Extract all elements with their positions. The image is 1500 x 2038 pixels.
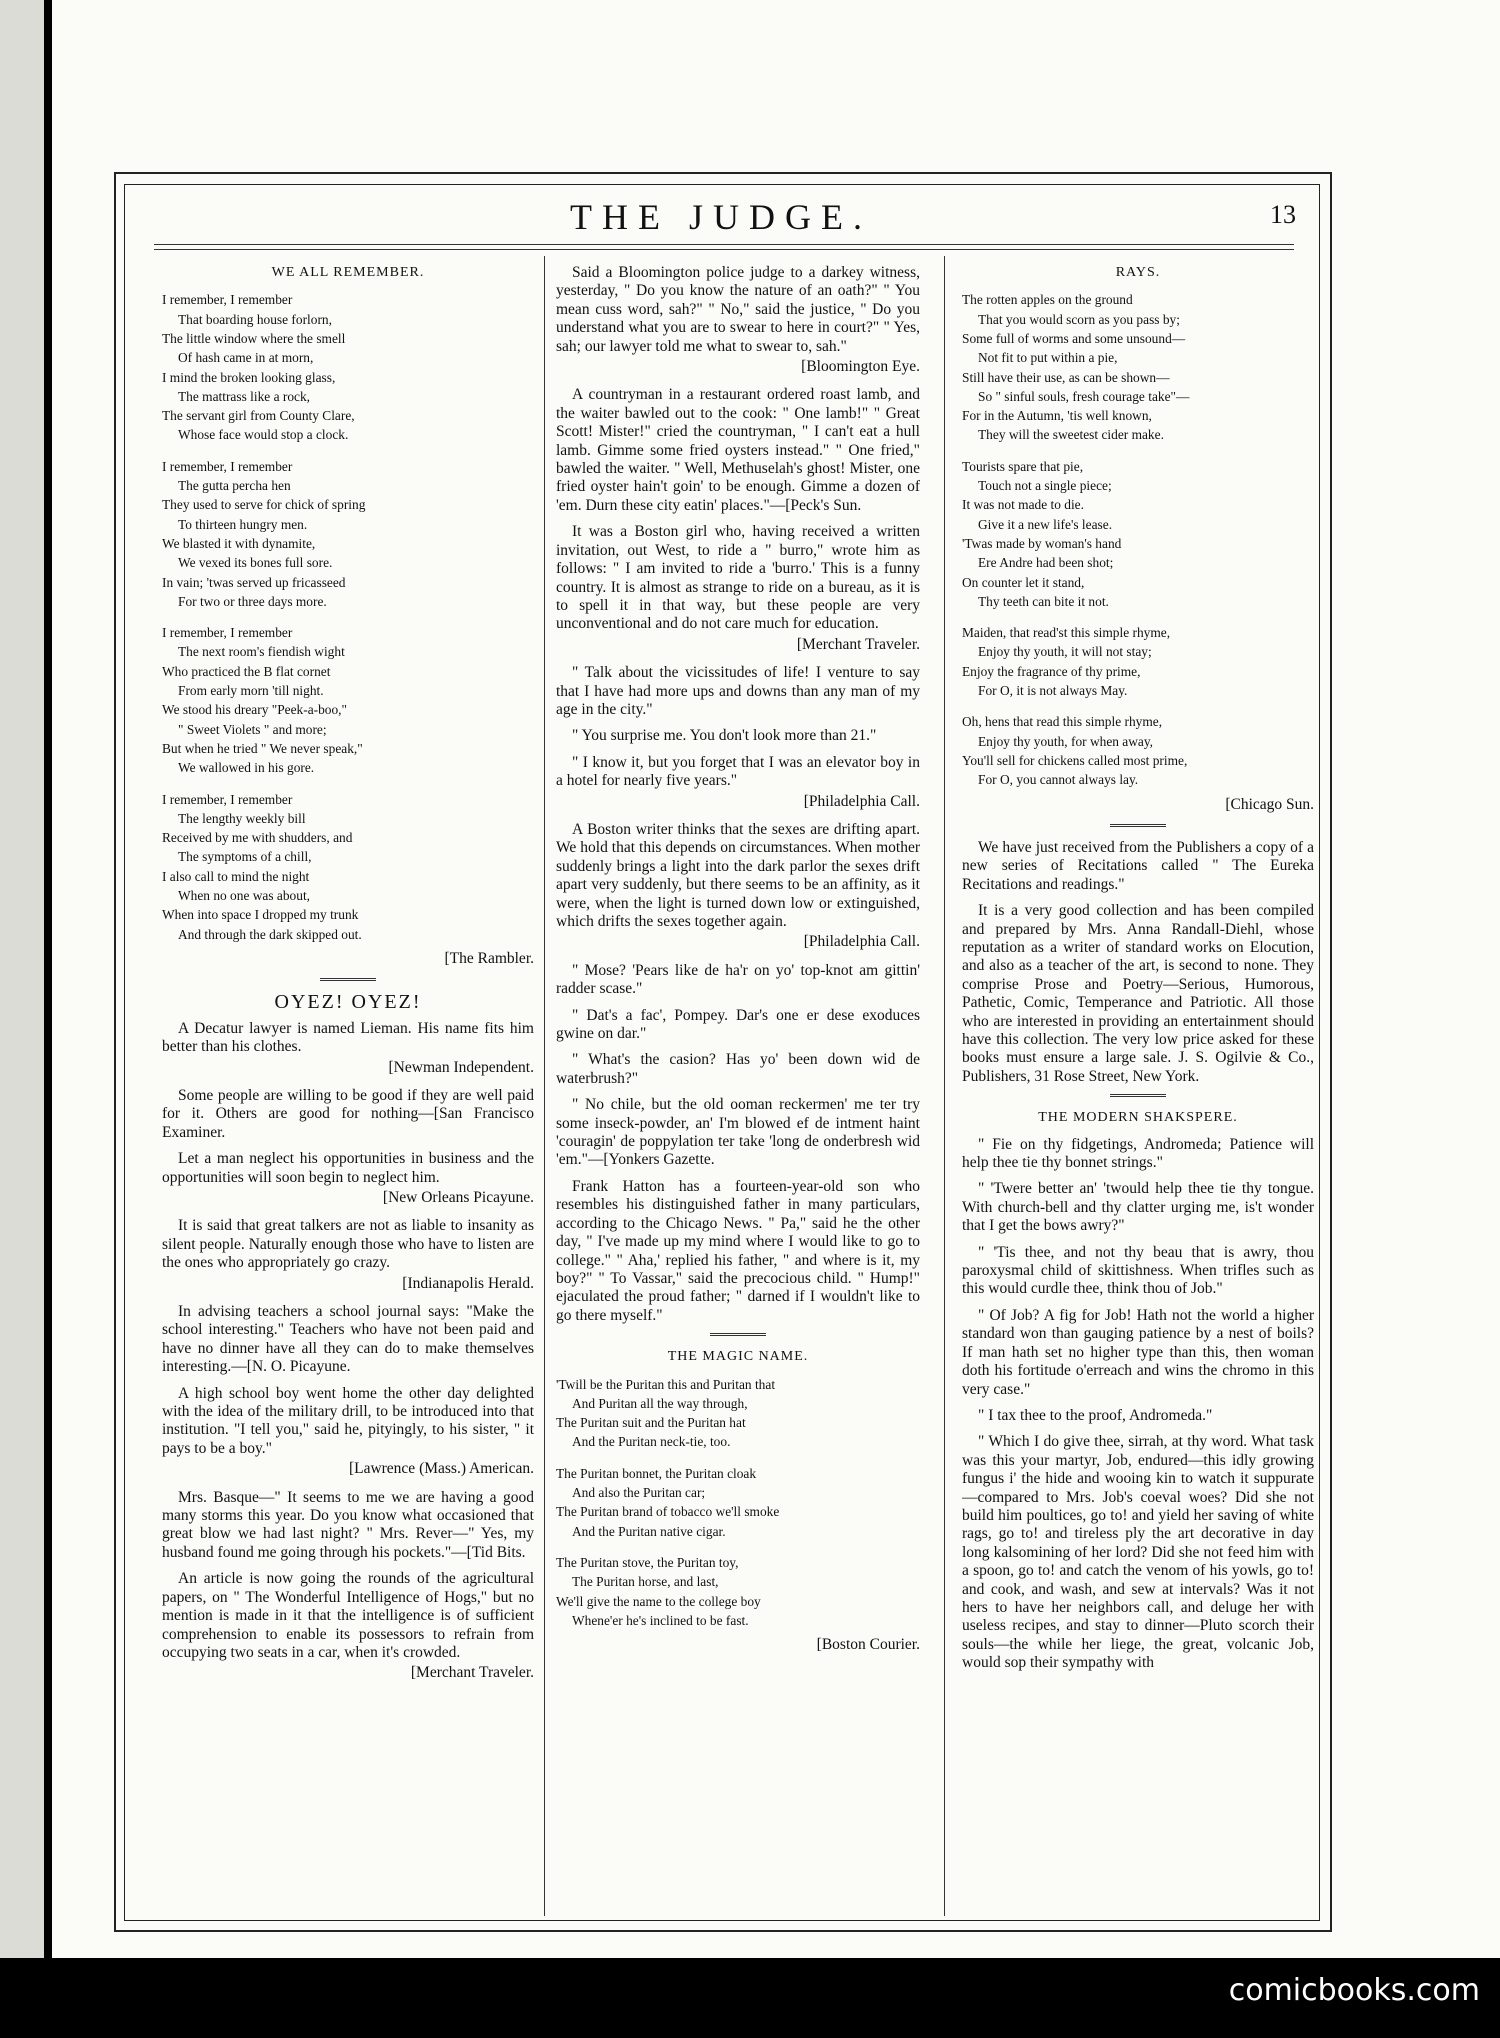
article-source: [Newman Independent. <box>388 1058 534 1076</box>
article-paragraph: It is a very good collection and has been compiled and prepared by Mrs. Anna Randall-Diehl, whose reputation as a writer of standard works on Elocution, and also as a teacher of the art, is second to none. They comprise Prose and Poetry—Serious, Humorous, Pathetic, Comic, Temperance and Patriotic. All those who are interested in providing an entertainment should have this collection. The very low price asked for these books must ensure a large sale. J. S. Ogilvie & Co., Publishers, 31 Rose Street, New York. <box>962 902 1314 1085</box>
article-paragraph: In advising teachers a school journal says: "Make the school interesting." Teachers who have not been paid and have no dinner have all they can do to make themselves interesting.—[N. O. Picayune. <box>162 1303 534 1376</box>
poem-title: RAYS. <box>1115 265 1161 280</box>
column-1 <box>162 264 534 1924</box>
recitations-notice <box>962 839 1314 1086</box>
poem-line: Enjoy thy youth, it will not stay; <box>978 644 1152 660</box>
poem-line: That you would scorn as you pass by; <box>978 311 1180 327</box>
section-separator <box>1110 1094 1166 1099</box>
poem-line: Thy teeth can bite it not. <box>978 593 1109 609</box>
poem-line: And Puritan all the way through, <box>572 1395 748 1411</box>
article-source: [Bloomington Eye. <box>801 358 920 376</box>
poem-stanza <box>962 290 1314 444</box>
poem-line: For O, you cannot always lay. <box>978 772 1139 788</box>
poem-line: Of hash came in at morn, <box>178 350 314 366</box>
poem-title: WE ALL REMEMBER. <box>271 265 425 280</box>
article-paragraph: It was a Boston girl who, having received a written invitation, out West, to ride a " burro," wrote him as follows: " I am invited to ride a 'burro.' This is a funny country. It is almost as strange to ride on a bureau, as it is to spell it in that way, but these people are very unconventional and do not care much for education. <box>556 523 920 633</box>
poem-line: Touch not a single piece; <box>978 478 1112 494</box>
masthead-title: THE JUDGE. <box>570 197 872 237</box>
column-rule-2 <box>944 256 945 1916</box>
article-paragraph: " What's the casion? Has yo' been down wid de waterbrush?" <box>556 1051 920 1087</box>
article-paragraph: An article is now going the rounds of the agricultural papers, on " The Wonderful Intelligence of Hogs," but no mention is made in it that the intelligence is of sufficient comprehension to enable its possessors to refrain from occupying two seats in a car, when it's crowded. <box>162 1570 534 1661</box>
poem-line: And the Puritan neck-tie, too. <box>572 1434 731 1450</box>
page-number: 13 <box>1270 200 1296 229</box>
article-source: [New Orleans Picayune. <box>382 1188 534 1206</box>
column-2-items <box>556 264 920 1325</box>
poem-line: The Puritan horse, and last, <box>572 1574 719 1590</box>
poem-line: " Sweet Violets " and more; <box>178 721 327 737</box>
article-paragraph: We have just received from the Publishers a copy of a new series of Recitations called " The Eureka Recitations and readings." <box>962 838 1314 893</box>
poem-line: And the Puritan native cigar. <box>572 1523 726 1539</box>
poem-line: You'll sell for chickens called most prime, <box>962 752 1188 768</box>
poem-stanza <box>556 1553 920 1630</box>
shakspere-dialogue <box>962 1136 1314 1673</box>
article-paragraph: " Mose? 'Pears like de ha'r on yo' top-knot am gittin' radder scase." <box>556 961 920 998</box>
section-separator <box>1110 824 1166 829</box>
poem-line: Tourists spare that pie, <box>962 458 1084 474</box>
poem-line: Oh, hens that read this simple rhyme, <box>962 714 1163 730</box>
section-title-shakspere: THE MODERN SHAKSPERE. <box>1038 1110 1238 1126</box>
article-paragraph: Some people are willing to be good if they are well paid for it. Others are good for nothing—[San Francisco Examiner. <box>162 1086 534 1141</box>
article-paragraph: Frank Hatton has a fourteen-year-old son who resembles his distinguished father in many particulars, according to the Chicago News. " Pa," said he the other day, " I've made up my mind where I would like to go to college." " Aha,' replied his father, " and where is it, my boy?" " To Vassar," said the precocious child. " Hump!" ejaculated the proud father; " darned if I wouldn't like to go there myself." <box>556 1177 920 1324</box>
poem-source: [Boston Courier. <box>816 1636 920 1654</box>
poem-line: The Puritan bonnet, the Puritan cloak <box>556 1465 757 1481</box>
oyez-items <box>162 1020 534 1683</box>
article-paragraph: " Talk about the vicissitudes of life! I venture to say that I have had more ups and downs than any man of my age in the city." <box>556 664 920 718</box>
column-3 <box>962 264 1314 1924</box>
poem-rays <box>962 264 1314 814</box>
poem-line: That boarding house forlorn, <box>178 311 332 327</box>
article-paragraph: " No chile, but the old ooman reckermen' me ter try some inseck-powder, an' I'm blowed ef de intment haint 'couragin' de poppylation ter take 'long de onderbresh wid 'em."—[Yonkers Gazette. <box>556 1096 920 1169</box>
section-separator <box>710 1333 766 1338</box>
poem-line: The Puritan stove, the Puritan toy, <box>556 1554 739 1570</box>
poem-line: Whose face would stop a clock. <box>178 427 349 443</box>
poem-source: [The Rambler. <box>444 949 534 967</box>
poem-line: So " sinful souls, fresh courage take"— <box>978 388 1190 404</box>
poem-line: Who practiced the B flat cornet <box>162 663 331 679</box>
article-source: [Philadelphia Call. <box>803 792 920 810</box>
poem-line: For two or three days more. <box>178 593 327 609</box>
poem-line: 'Twas made by woman's hand <box>962 535 1122 551</box>
poem-stanza <box>162 457 534 611</box>
article-paragraph: " Fie on thy fidgetings, Andromeda; Patience will help thee tie thy bonnet strings." <box>962 1135 1314 1172</box>
poem-line: On counter let it stand, <box>962 574 1085 590</box>
poem-line: For O, it is not always May. <box>978 683 1128 699</box>
masthead-rule <box>154 244 1294 245</box>
poem-stanza <box>162 790 534 944</box>
article-paragraph: " I know it, but you forget that I was an elevator boy in a hotel for nearly five years." <box>556 753 920 790</box>
article-paragraph: A high school boy went home the other day delighted with the idea of the military drill, to be introduced into that institution. "I tell you," said he, pityingly, to his sister, " it pays to be a boy." <box>162 1384 534 1457</box>
poem-line: In vain; 'twas served up fricasseed <box>162 574 346 590</box>
poem-line: The gutta percha hen <box>178 478 291 494</box>
section-title-oyez: OYEZ! OYEZ! <box>274 991 422 1014</box>
poem-line: Ere Andre had been shot; <box>978 555 1114 571</box>
watermark: comicbooks.com <box>1228 1973 1480 2008</box>
poem-stanza <box>162 623 534 777</box>
column-2 <box>556 264 920 1924</box>
poem-we-all-remember <box>162 264 534 968</box>
article-source: [Indianapolis Herald. <box>402 1274 534 1292</box>
poem-line: Enjoy the fragrance of thy prime, <box>962 663 1141 679</box>
poem-line: We stood his dreary "Peek-a-boo," <box>162 702 347 718</box>
poem-line: We blasted it with dynamite, <box>162 535 316 551</box>
poem-stanza <box>556 1375 920 1452</box>
poem-stanza <box>962 623 1314 700</box>
article-paragraph: " Of Job? A fig for Job! Hath not the world a higher standard won than gauging patience by a nest of boils? If man hath set no higher type than this, then woman doth his fortitude o'erreach and wins the chromo in this very case." <box>962 1306 1314 1398</box>
article-paragraph: " Dat's a fac', Pompey. Dar's one er dese exoduces gwine on dar." <box>556 1006 920 1043</box>
poem-stanza <box>962 712 1314 789</box>
article-paragraph: Said a Bloomington police judge to a darkey witness, yesterday, " Do you know the nature of an oath?" " You mean cuss word, sah?" " No," said the justice, " Do you understand what you are to swear to here in court?" " Yes, sah; our lawyer told me what to swear to, sah." <box>556 264 920 355</box>
poem-line: The little window where the smell <box>162 331 346 346</box>
article-source: [Merchant Traveler. <box>796 635 920 653</box>
article-paragraph: Let a man neglect his opportunities in business and the opportunities will soon begin to neglect him. <box>162 1150 534 1186</box>
poem-line: We vexed its bones full sore. <box>178 555 333 571</box>
poem-source: [Chicago Sun. <box>1225 795 1314 813</box>
poem-line: 'Twill be the Puritan this and Puritan that <box>556 1376 776 1392</box>
poem-line: The Puritan suit and the Puritan hat <box>556 1415 746 1431</box>
article-paragraph: A Decatur lawyer is named Lieman. His name fits him better than his clothes. <box>162 1019 534 1056</box>
article-paragraph: " 'Tis thee, and not thy beau that is awry, thou paroxysmal child of skittishness. When trifles such as this would curdle thee, think thou of Job." <box>962 1243 1314 1298</box>
section-separator <box>320 978 376 983</box>
poem-line: When no one was about, <box>178 888 311 904</box>
article-paragraph: " I tax thee to the proof, Andromeda." <box>978 1406 1213 1424</box>
poem-line: The symptoms of a chill, <box>178 849 312 865</box>
article-source: [Philadelphia Call. <box>803 933 920 951</box>
poem-line: Still have their use, as can be shown— <box>962 369 1170 385</box>
poem-body <box>162 290 534 944</box>
masthead-rule-2 <box>154 249 1294 250</box>
poem-line: It was not made to die. <box>962 497 1084 513</box>
article-paragraph: A countryman in a restaurant ordered roast lamb, and the waiter bawled out to the cook: " One lamb!" " Great Scott! Mister!" cried the countryman, " I can't eat a hull lamb. Gimme some fried oysters instead." " One fried," bawled the waiter. " Well, Methuselah's ghost! Mister, one fried oyster hain't goin' to be enough. Gimme a dozen of 'em. Durn these city eatin' places."—[Peck's Sun. <box>556 386 920 514</box>
poem-line: And also the Puritan car; <box>572 1485 706 1501</box>
poem-body <box>962 290 1314 789</box>
poem-line: I also call to mind the night <box>162 868 310 884</box>
article-paragraph: " You surprise me. You don't look more than 21." <box>572 727 877 745</box>
poem-line: The rotten apples on the ground <box>962 292 1133 308</box>
poem-line: I remember, I remember <box>162 791 293 807</box>
poem-line: And through the dark skipped out. <box>178 926 362 942</box>
article-source: [Merchant Traveler. <box>410 1664 534 1682</box>
poem-line: They used to serve for chick of spring <box>162 497 366 513</box>
poem-line: For in the Autumn, 'tis well known, <box>962 408 1152 424</box>
poem-stanza <box>556 1464 920 1541</box>
poem-line: I remember, I remember <box>162 458 293 474</box>
poem-line: The mattrass like a rock, <box>178 388 310 404</box>
poem-line: Not fit to put within a pie, <box>978 350 1118 366</box>
article-paragraph: " 'Twere better an' 'twould help thee tie thy tongue. With church-bell and thy clatter urging me, is't wonder that I get the bows awry?" <box>962 1180 1314 1235</box>
poem-stanza <box>162 290 534 444</box>
poem-line: We wallowed in his gore. <box>178 760 315 776</box>
poem-line: The Puritan brand of tobacco we'll smoke <box>556 1504 780 1520</box>
poem-line: When into space I dropped my trunk <box>162 907 359 923</box>
poem-stanza <box>962 457 1314 611</box>
poem-magic-name <box>556 1348 920 1654</box>
poem-line: Enjoy thy youth, for when away, <box>978 733 1154 749</box>
article-paragraph: " Which I do give thee, sirrah, at thy word. What task was this your martyr, Job, endured—this idly growing fungus i' the hide and wooing kin to watch it suppurate—compared to Mrs. Job's coeval woes? Did she not build him poultices, go to! and yield her saving of white rags, go to! and tireless ply the art decorative in day long kalsomining of her lord? Did she not feed him with a spoon, go to! and catch the venom of his yowls, go to! and cook, and wash, and sew at intervals? Was it not hers to have her neighbors call, and deluge her with useless recipes, and stay to dinner—Pluto scorch their souls—the while her liege, the great, volcanic Job, would sop their sympathy with <box>962 1433 1314 1672</box>
left-page-edge <box>0 0 44 1958</box>
poem-line: To thirteen hungry men. <box>178 516 308 532</box>
article-paragraph: It is said that great talkers are not as liable to insanity as silent people. Naturally enough those who have to listen are the ones who appropriately go crazy. <box>162 1217 534 1272</box>
poem-line: I remember, I remember <box>162 292 293 308</box>
column-rule-1 <box>544 256 545 1916</box>
poem-line: We'll give the name to the college boy <box>556 1593 761 1609</box>
article-paragraph: A Boston writer thinks that the sexes are drifting apart. We hold that this depends on circumstances. When mother suddenly brings a light into the dark parlor the sexes drift apart very suddenly, but there seems to be an affinity, as it were, when the light is turned down low or extinguished, which drifts the sexes together again. <box>556 820 920 930</box>
poem-line: The servant girl from County Clare, <box>162 408 355 424</box>
poem-line: Give it a new life's lease. <box>978 516 1113 532</box>
poem-title: THE MAGIC NAME. <box>667 1349 809 1365</box>
poem-line: I remember, I remember <box>162 625 293 641</box>
poem-line: Some full of worms and some unsound— <box>962 331 1186 346</box>
poem-line: The lengthy weekly bill <box>178 810 306 826</box>
poem-line: They will the sweetest cider make. <box>978 427 1164 443</box>
poem-line: Whene'er he's inclined to be fast. <box>572 1612 749 1628</box>
poem-line: The next room's fiendish wight <box>178 644 345 660</box>
poem-line: Maiden, that read'st this simple rhyme, <box>962 625 1171 641</box>
article-source: [Lawrence (Mass.) American. <box>348 1460 534 1478</box>
poem-line: I mind the broken looking glass, <box>162 369 336 385</box>
poem-line: Received by me with shudders, and <box>162 830 353 846</box>
poem-body <box>556 1375 920 1631</box>
poem-line: But when he tried " We never speak," <box>162 740 363 756</box>
article-paragraph: Mrs. Basque—" It seems to me we are having a good many storms this year. Do you know what occasioned that great blow we had last night? " Mrs. Rever—" Yes, my husband found me going through his pockets."—[Tid Bits. <box>162 1488 534 1561</box>
poem-line: From early morn 'till night. <box>178 683 324 699</box>
